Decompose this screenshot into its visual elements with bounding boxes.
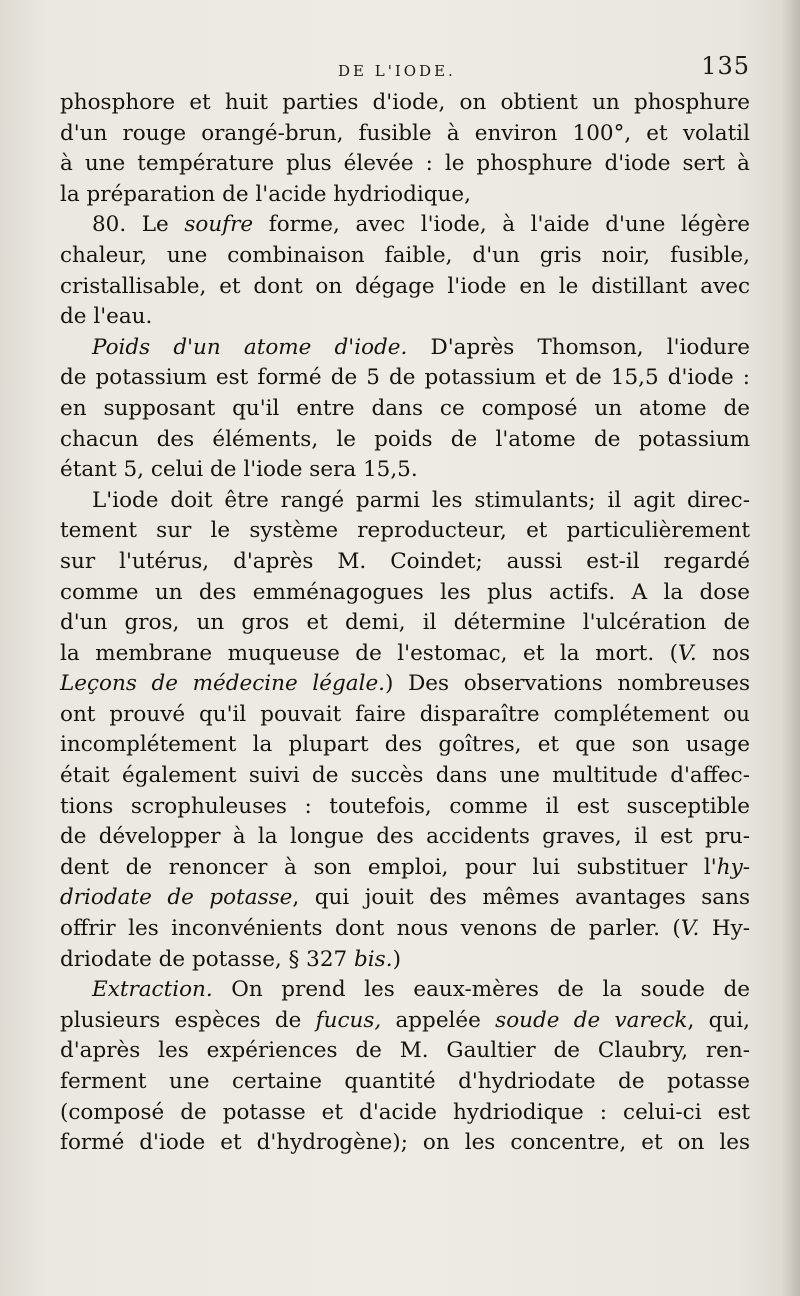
text-run: (composé de potasse et d'acide hydriodique : celui-ci est: [60, 1099, 750, 1125]
text-line: [60, 486, 750, 517]
text-run: chaleur, une combinaison faible, d'un gris noir, fusible,: [60, 242, 750, 268]
text-line: [60, 363, 750, 394]
text-line: [60, 669, 750, 700]
italic-text: Extraction.: [92, 977, 213, 1003]
text-line: [60, 119, 750, 150]
text-run: la préparation de l'acide hydriodique,: [60, 181, 471, 207]
text-line: [60, 1067, 750, 1098]
text-run: cristallisable, et dont on dégage l'iode en le distillant avec: [60, 273, 750, 299]
italic-text: bis.: [354, 946, 393, 972]
text-line: [60, 88, 750, 119]
text-run: tions scrophuleuses : toutefois, comme il est susceptible: [60, 793, 750, 819]
text-line: [60, 149, 750, 180]
text-run: On prend les eaux-mères de la soude de: [212, 977, 750, 1003]
text-run: forme, avec l'iode, à l'aide d'une légère: [253, 212, 750, 238]
text-line: [60, 180, 750, 211]
text-run: d'après les expériences de M. Gaultier de Claubry, ren-: [60, 1038, 750, 1064]
text-run: formé d'iode et d'hydrogène); on les concentre, et on les: [60, 1130, 750, 1156]
text-run: ferment une certaine quantité d'hydriodate de potasse: [60, 1069, 750, 1094]
italic-text: V.: [680, 916, 700, 942]
italic-text: soufre: [184, 212, 254, 238]
text-line: [60, 700, 750, 731]
text-run: de développer à la longue des accidents graves, il est pru-: [60, 824, 750, 850]
page-header: [60, 52, 750, 86]
text-run: D'après Thomson, l'iodure: [407, 334, 750, 360]
text-run: de l'eau.: [60, 304, 153, 330]
text-run: était également suivi de succès dans une multitude d'affec-: [60, 763, 750, 789]
body-text: [60, 88, 750, 1159]
text-run: comme un des emménagogues les plus actifs. A la dose: [60, 579, 750, 605]
running-title: DE L'IODE.: [338, 62, 456, 80]
text-line: [60, 425, 750, 456]
text-run: ): [392, 946, 401, 972]
text-line: [60, 1006, 750, 1037]
text-line: [60, 822, 750, 853]
italic-text: driodate de potasse: [60, 885, 293, 911]
italic-text: Poids d'un atome d'iode.: [92, 334, 408, 360]
text-line: [60, 792, 750, 823]
italic-text: Leçons de médecine légale.: [60, 671, 386, 697]
text-line: [60, 547, 750, 578]
text-run: étant 5, celui de l'iode sera 15,5.: [60, 457, 418, 483]
text-line: [60, 578, 750, 609]
text-line: [60, 1128, 750, 1159]
italic-text: V.: [678, 640, 697, 666]
text-run: 80. Le: [92, 212, 185, 238]
text-line: [60, 639, 750, 670]
text-run: , qui jouit des mêmes avantages sans: [292, 885, 750, 911]
text-line: [60, 210, 750, 241]
text-run: appelée: [381, 1007, 496, 1033]
italic-text: fucus,: [315, 1007, 382, 1033]
text-run: incomplétement la plupart des goîtres, et que son usage: [60, 732, 750, 758]
text-line: [60, 730, 750, 761]
text-run: phosphore et huit parties d'iode, on obtient un phosphure: [60, 90, 750, 115]
page-edge-shadow: [782, 0, 800, 1296]
text-line: [60, 516, 750, 547]
text-run: à une température plus élevée : le phosphure d'iode sert à: [60, 151, 750, 177]
text-line: [60, 1036, 750, 1067]
text-run: tement sur le système reproducteur, et particulièrement: [60, 518, 750, 544]
text-run: driodate de potasse, § 327: [60, 946, 355, 972]
text-line: [60, 455, 750, 486]
text-line: [60, 272, 750, 303]
text-run: Hy-: [699, 916, 751, 942]
text-run: sur l'utérus, d'après M. Coindet; aussi est-il regardé: [60, 548, 750, 574]
text-run: ont prouvé qu'il pouvait faire disparaître complétement ou: [60, 701, 750, 727]
text-run: , qui,: [687, 1007, 750, 1033]
text-line: [60, 914, 750, 945]
text-run: chacun des éléments, le poids de l'atome de potassium: [60, 426, 750, 452]
text-line: [60, 883, 750, 914]
text-run: L'iode doit être rangé parmi les stimulants; il agit direc-: [92, 487, 750, 513]
text-line: [60, 302, 750, 333]
text-line: [60, 394, 750, 425]
text-line: [60, 241, 750, 272]
text-line: [60, 333, 750, 364]
text-run: la membrane muqueuse de l'estomac, et la mort. (: [60, 640, 679, 666]
text-run: nos: [696, 640, 750, 666]
text-line: [60, 1098, 750, 1129]
text-line: [60, 945, 750, 976]
text-line: [60, 608, 750, 639]
text-run: de potassium est formé de 5 de potassium et de 15,5 d'iode :: [60, 365, 750, 391]
text-run: offrir les inconvénients dont nous venons de parler. (: [60, 916, 681, 942]
text-line: [60, 761, 750, 792]
text-run: plusieurs espèces de: [60, 1007, 316, 1033]
text-run: en supposant qu'il entre dans ce composé un atome de: [60, 395, 750, 421]
page-number: 135: [701, 52, 750, 80]
italic-text: hy-: [716, 854, 750, 880]
text-line: [60, 975, 750, 1006]
text-run: ) Des observations nombreuses: [385, 671, 751, 697]
text-line: [60, 853, 750, 884]
text-run: dent de renoncer à son emploi, pour lui substituer l': [60, 854, 717, 880]
text-run: d'un gros, un gros et demi, il détermine l'ulcération de: [60, 610, 750, 636]
text-run: d'un rouge orangé-brun, fusible à environ 100°, et volatil: [60, 120, 750, 146]
italic-text: soude de vareck: [495, 1007, 688, 1033]
